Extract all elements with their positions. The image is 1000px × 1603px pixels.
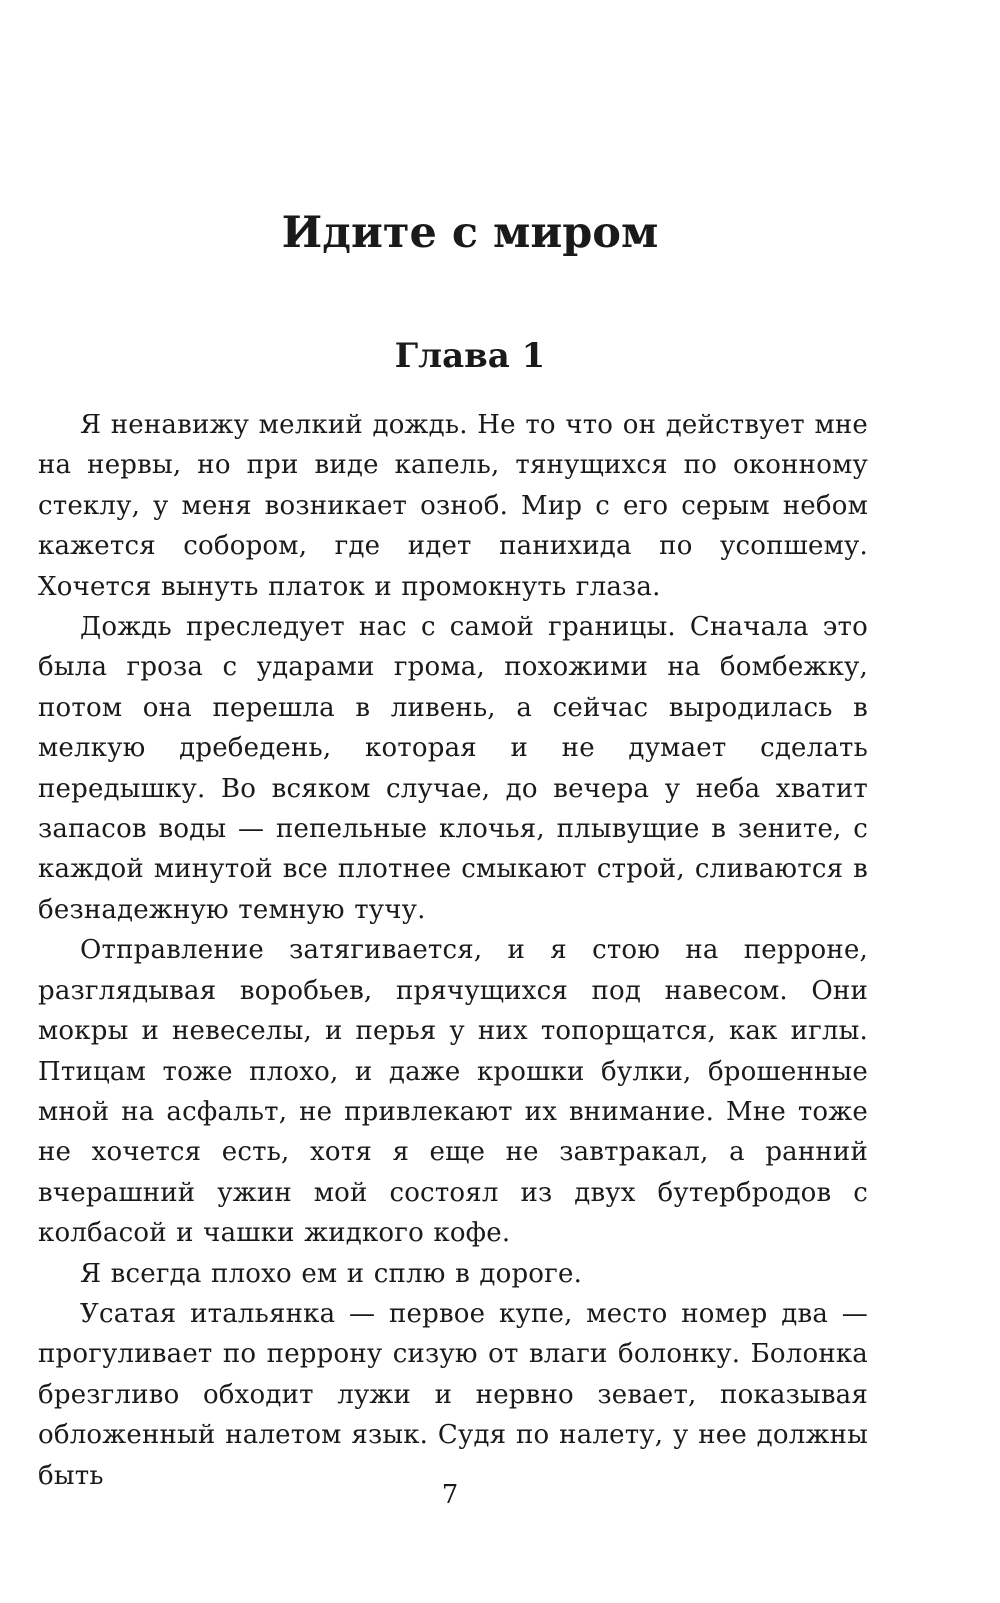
page-number: 7	[441, 1480, 459, 1510]
book-title: Идите с миром	[281, 208, 659, 258]
paragraph-1: Я ненавижу мелкий дождь. Не то что он действует мне на нервы, но при виде капель, тянущихся по оконному стеклу, у меня возникает озноб. Мир с его серым небом кажется собором, где идет панихида по усопшему. Хочется вынуть платок и промокнуть глаза.	[38, 410, 868, 602]
paragraph-4: Я всегда плохо ем и сплю в дороге.	[80, 1258, 583, 1289]
paragraph-5: Усатая итальянка — первое купе, место номер два — прогуливает по перрону сизую от влаги болонку. Болонка брезгливо обходит лужи и нервно зевает, показывая обложенный налетом язык. Судя по налету, у нее должны быть	[38, 1298, 868, 1491]
chapter-body	[38, 405, 868, 1496]
paragraph-2: Дождь преследует нас с самой границы. Сначала это была гроза с ударами грома, похожими на бомбежку, потом она перешла в ливень, а сейчас выродилась в мелкую дребедень, которая и не думает сделать передышку. Во всяком случае, до вечера у неба хватит запасов воды — пепельные клочья, плывущие в зените, с каждой минутой все плотнее смыкают строй, сливаются в безнадежную темную тучу.	[38, 612, 868, 925]
chapter-title: Глава 1	[394, 336, 546, 376]
paragraph-3: Отправление затягивается, и я стою на перроне, разглядывая воробьев, прячущихся под навесом. Они мокры и невеселы, и перья у них топорщатся, как иглы. Птицам тоже плохо, и даже крошки булки, брошенные мной на асфальт, не привлекают их внимание. Мне тоже не хочется есть, хотя я еще не завтракал, а ранний вчерашний ужин мой состоял из двух бутербродов с колбасой и чашки жидкого кофе.	[38, 935, 868, 1249]
